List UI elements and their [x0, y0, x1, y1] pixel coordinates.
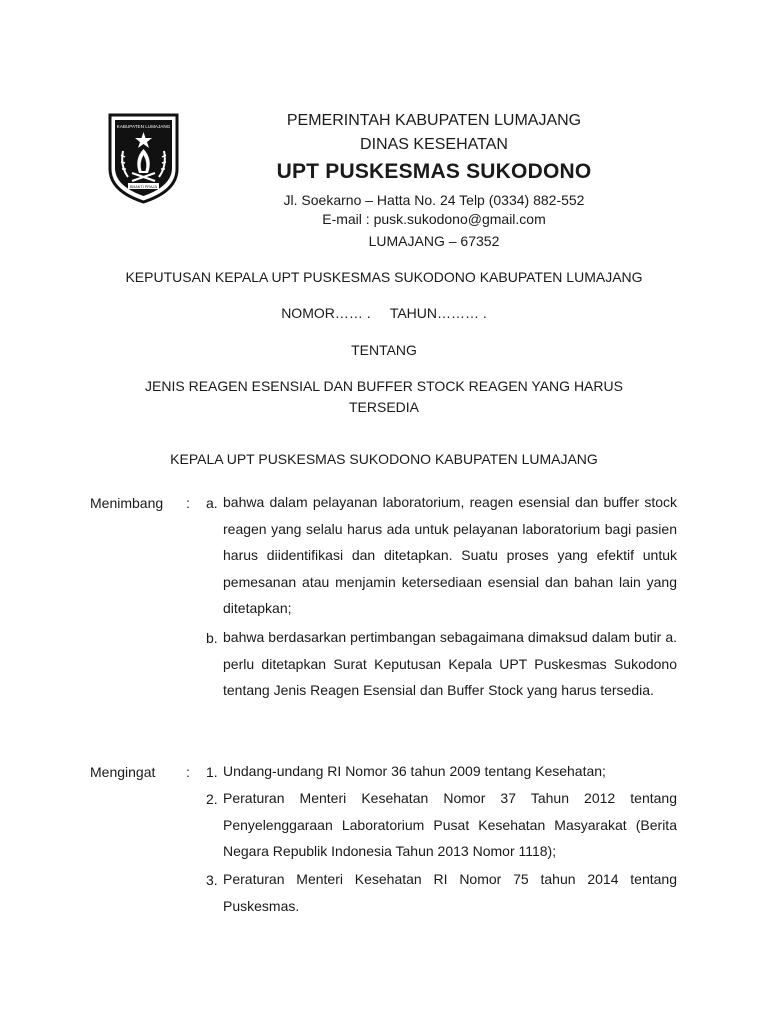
mengingat-colon: : [186, 764, 190, 780]
letterhead-government: PEMERINTAH KABUPATEN LUMAJANG [286, 112, 582, 129]
decree-title: KEPUTUSAN KEPALA UPT PUSKESMAS SUKODONO KABUPATEN LUMAJANG [125, 269, 643, 285]
decree-subject [110, 376, 658, 418]
menimbang-item-a-mark: a. [206, 495, 218, 511]
svg-text:BHAKTI PRAJA: BHAKTI PRAJA [129, 184, 158, 189]
decree-issuer: KEPALA UPT PUSKESMAS SUKODONO KABUPATEN LUMAJANG [170, 451, 598, 467]
mengingat-item-2-mark: 2. [206, 791, 218, 807]
decree-subject-line2: TERSEDIA [348, 399, 419, 415]
menimbang-item-b-text: bahwa berdasarkan pertimbangan sebagaimana dimaksud dalam butir a. perlu ditetapkan Surat Keputusan Kepala UPT Puskesmas Sukodono tentang Jenis Reagen Esensial dan Buffer Stock yang harus tersedia. [223, 629, 677, 699]
letterhead-address: Jl. Soekarno – Hatta No. 24 Telp (0334) 882-552 [283, 192, 585, 208]
letterhead-email: E-mail : pusk.sukodono@gmail.com [322, 211, 546, 227]
menimbang-label: Menimbang [90, 495, 164, 511]
menimbang-item-b-mark: b. [206, 630, 218, 646]
mengingat-item-2-text: Peraturan Menteri Kesehatan Nomor 37 Tahun 2012 tentang Penyelenggaraan Laboratorium Pusat Kesehatan Masyarakat (Berita Negara Republik Indonesia Tahun 2013 Nomor 1118); [223, 790, 677, 860]
letterhead-department: DINAS KESEHATAN [360, 136, 508, 153]
mengingat-label: Mengingat [90, 764, 156, 780]
decree-about-label: TENTANG [351, 342, 417, 358]
mengingat-item-3-text: Peraturan Menteri Kesehatan RI Nomor 75 tahun 2014 tentang Puskesmas. [223, 871, 677, 914]
mengingat-item-1-mark: 1. [206, 764, 218, 780]
decree-number: NOMOR…… . TAHUN……… . [281, 305, 487, 321]
regency-emblem-icon [106, 111, 181, 205]
menimbang-colon: : [186, 495, 190, 511]
menimbang-item-a-text: bahwa dalam pelayanan laboratorium, reagen esensial dan buffer stock reagen yang selalu harus ada untuk pelayanan laboratorium bagi pasien harus diidentifikasi dan ditetapkan. Suatu proses yang efektif untuk pemesanan atau menjamin ketersediaan esensial dan bahan lain yang ditetapkan; [223, 494, 677, 617]
letterhead-institution: UPT PUSKESMAS SUKODONO [276, 160, 592, 183]
mengingat-item-1-text: Undang-undang RI Nomor 36 tahun 2009 tentang Kesehatan; [223, 763, 606, 779]
decree-subject-line1: JENIS REAGEN ESENSIAL DAN BUFFER STOCK REAGEN YANG HARUS [145, 378, 623, 394]
svg-text:KABUPATEN LUMAJANG: KABUPATEN LUMAJANG [116, 124, 171, 129]
letterhead-city: LUMAJANG – 67352 [368, 233, 500, 249]
mengingat-item-3-mark: 3. [206, 872, 218, 888]
